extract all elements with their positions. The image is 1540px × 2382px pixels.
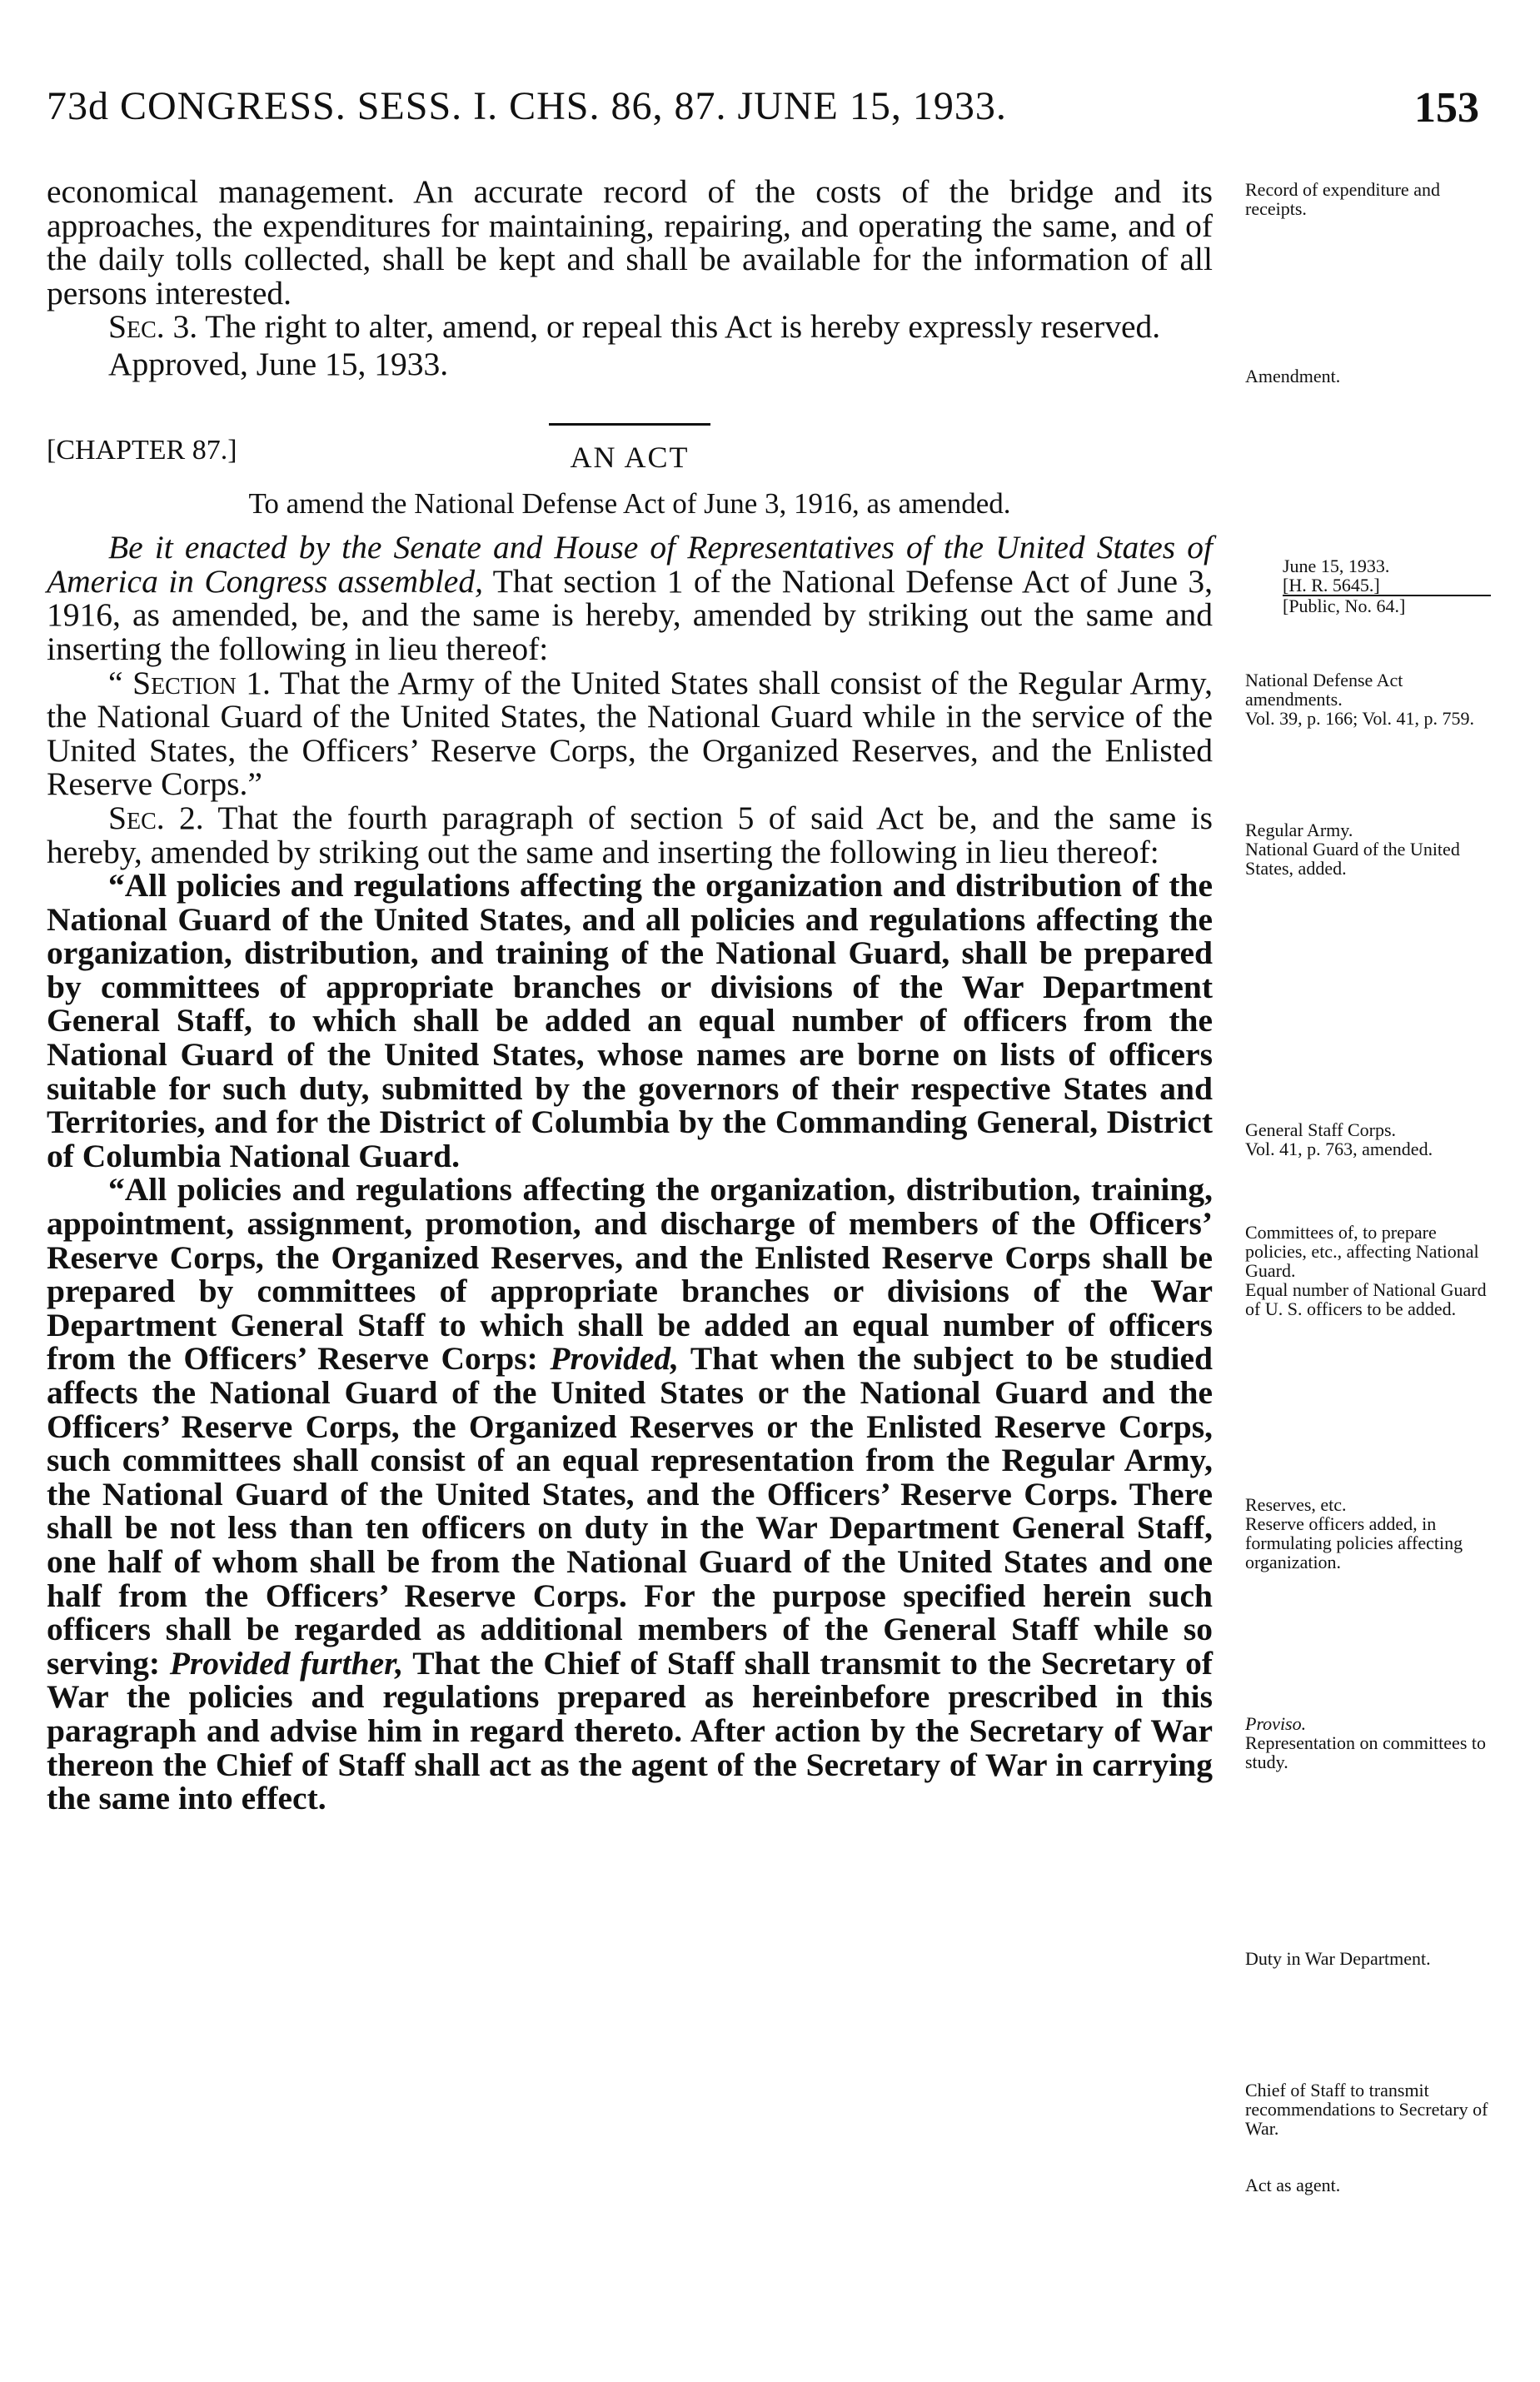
- margin-representation: Representation on committees to study.: [1245, 1732, 1486, 1772]
- margin-note-chief-staff: Chief of Staff to transmit recommendations to Secretary of War.: [1245, 2080, 1488, 2139]
- margin-nda-text: National Defense Act amendments.: [1245, 670, 1403, 710]
- enacting-clause: Be it enacted by the Senate and House of Representatives of the United States of America in Congress assembled,: [47, 529, 1213, 600]
- margin-note-reserves: [1245, 1495, 1495, 1572]
- text-part: That the Chief of Staff shall transmit to the Secretary of War the policies and regulations prepared as hereinbefore prescribed in this paragraph and advise him in regard thereto. After action by the Secretary of War thereon the Chief of Staff shall act as the agent of the Secretary of War in carrying the same into effect.: [47, 1644, 1213, 1817]
- margin-ng-added: National Guard of the United States, added.: [1245, 839, 1460, 879]
- margin-note-agent: Act as agent.: [1245, 2175, 1341, 2195]
- page-header: [47, 83, 1479, 150]
- margin-note-army: [1245, 820, 1495, 878]
- margin-gen-staff: General Staff Corps.: [1245, 1119, 1397, 1140]
- main-text-column: [47, 175, 1213, 1816]
- approved-line: Approved, June 15, 1933.: [108, 345, 449, 382]
- enacting-text: That section 1 of the National Defense Act of June 3, 1916, as amended, be, and the same is hereby, amended by striking out the same and inserting the following in lieu thereof:: [47, 562, 1213, 667]
- margin-hr-number: [H. R. 5645.]: [1283, 575, 1380, 596]
- page-number: 153: [1414, 84, 1479, 132]
- margin-note-duty: Duty in War Department.: [1245, 1948, 1431, 1969]
- margin-note-nda: [1245, 670, 1495, 728]
- proviso-further-word: Provided further,: [169, 1644, 404, 1682]
- margin-committees: Committees of, to prepare policies, etc., affecting National Guard.: [1245, 1222, 1479, 1281]
- paragraph-policies-national-guard: “All policies and regulations affecting the organization and distribution of the National Guard of the United States, and all policies and regulations affecting the organization, distribution, and training of the National Guard, shall be prepared by committees of appropriate branches or divisions of the War Department General Staff, to which shall be added an equal number of officers from the National Guard of the United States, whose names are borne on lists of officers suitable for such duty, submitted by the governors of their respective States and Territories, and for the District of Columbia by the Commanding General, District of Columbia National Guard.: [47, 867, 1213, 1174]
- margin-note-amendment: Amendment.: [1245, 366, 1341, 386]
- paragraph-section-3: [47, 310, 1213, 344]
- margin-public-number: [Public, No. 64.]: [1283, 595, 1491, 615]
- paragraph-enacting: [47, 531, 1213, 665]
- section-text: That the Army of the United States shall consist of the Regular Army, the National Guard of the United States, the National Guard while in the service of the United States, the Officers’ Reserve Corps, the Organized Reserves, and the Enlisted Reserve Corps.”: [47, 664, 1213, 803]
- margin-note-general-staff: [1245, 1120, 1495, 1159]
- margin-note-committees: [1245, 1223, 1495, 1318]
- section-text: That the fourth paragraph of section 5 of said Act be, and the same is hereby, amended by striking out the same and inserting the following in lieu thereof:: [47, 799, 1213, 870]
- section-lead: Sec. 2.: [108, 799, 204, 836]
- margin-regular-army: Regular Army.: [1245, 820, 1353, 840]
- paragraph-policies-reserves: [47, 1173, 1213, 1815]
- act-title: AN ACT: [570, 440, 690, 474]
- paragraph-record-costs: economical management. An accurate record of the costs of the bridge and its approaches, the expenditures for maintaining, repairing, and operating the same, and of the daily tolls collected, shall be kept and shall be available for the information of all persons interested.: [47, 173, 1213, 311]
- margin-bill-info: [1283, 556, 1491, 615]
- margin-reserves: Reserves, etc.: [1245, 1494, 1347, 1515]
- text-part: “All policies and regulations affecting the organization, distribution, training, appointment, assignment, promotion, and discharge of members of the Officers’ Reserve Corps, the Organized Reserves, and the Enlisted Reserve Corps shall be prepared by committees of appropriate branches or divisions of the War Department General Staff to which shall be added an equal number of officers from the Officers’ Reserve Corps:: [47, 1171, 1213, 1378]
- margin-nda-ref: Vol. 39, p. 166; Vol. 41, p. 759.: [1245, 708, 1475, 729]
- paragraph-section-1: [47, 666, 1213, 801]
- section-lead: Sec. 3.: [108, 308, 198, 346]
- section-divider: [549, 423, 710, 426]
- margin-proviso: Proviso.: [1245, 1713, 1307, 1734]
- margin-note-record: Record of expenditure and receipts.: [1245, 179, 1440, 219]
- margin-reserve-officers: Reserve officers added, in formulating policies affecting organization.: [1245, 1513, 1463, 1572]
- running-head: 73d CONGRESS. SESS. I. CHS. 86, 87. JUNE 15, 1933.: [47, 84, 1007, 128]
- chapter-heading-row: [47, 434, 1213, 474]
- proviso-word: Provided,: [550, 1340, 679, 1378]
- act-purpose: To amend the National Defense Act of June 3, 1916, as amended.: [248, 486, 1011, 520]
- margin-gen-staff-ref: Vol. 41, p. 763, amended.: [1245, 1139, 1433, 1159]
- margin-date: June 15, 1933.: [1283, 556, 1390, 576]
- chapter-label: [CHAPTER 87.]: [47, 434, 237, 466]
- margin-equal-number: Equal number of National Guard of U. S. officers to be added.: [1245, 1279, 1487, 1319]
- margin-note-proviso: [1245, 1714, 1495, 1772]
- section-text: The right to alter, amend, or repeal this Act is hereby expressly reserved.: [197, 308, 1161, 346]
- paragraph-section-2: [47, 801, 1213, 869]
- text-part: That when the subject to be studied affects the National Guard of the United States or the National Guard and the Officers’ Reserve Corps, the Organized Reserves or the Enlisted Reserve Corps, such committees shall consist of an equal representation from the Regular Army, the National Guard of the United States, and the Officers’ Reserve Corps. There shall be not less than ten officers on duty in the War Department General Staff, one half of whom shall be from the National Guard of the United States and one half from the Officers’ Reserve Corps. For the purpose specified herein such officers shall be regarded as additional members of the General Staff while so serving:: [47, 1340, 1214, 1682]
- section-lead: “ Section 1.: [108, 664, 271, 701]
